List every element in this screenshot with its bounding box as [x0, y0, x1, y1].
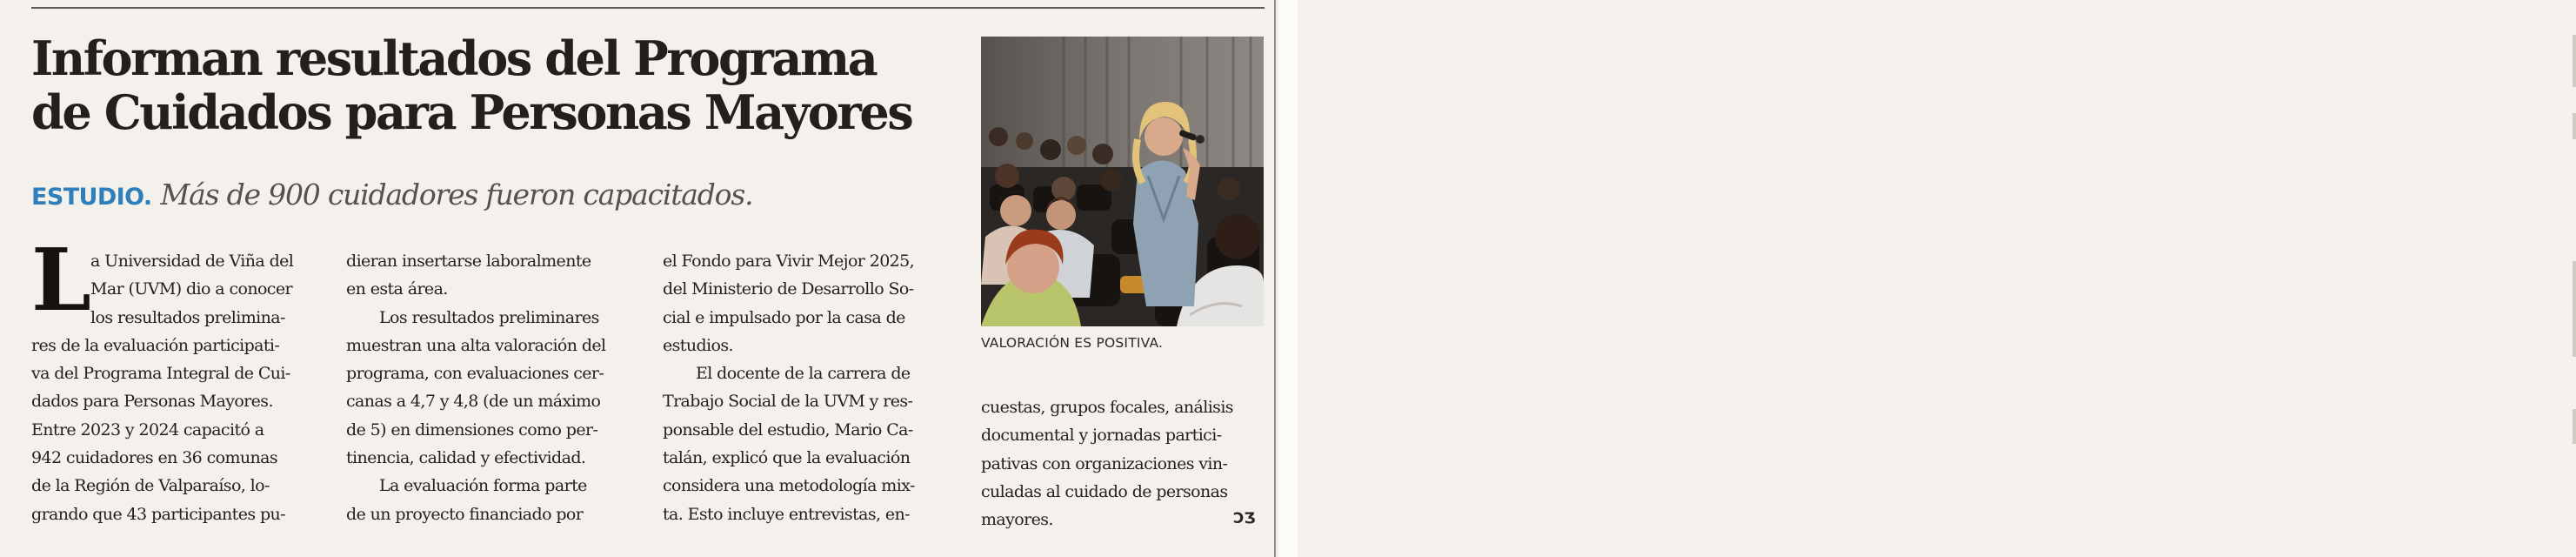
body-line: a Universidad de Viña del [90, 252, 294, 271]
body-line: considera una metodología mix- [663, 476, 915, 496]
body-line: mayores. [981, 510, 1053, 530]
body-line: 942 cuidadores en 36 comunas [31, 448, 278, 468]
body-line: dieran insertarse laboralmente [346, 252, 591, 271]
body-line: Mar (UVM) dio a conocer [90, 279, 292, 299]
drop-cap: L [31, 231, 91, 331]
article-photo [981, 37, 1264, 326]
body-line: el Fondo para Vivir Mejor 2025, [663, 252, 915, 271]
body-column-1 [31, 231, 318, 528]
subheadline [31, 178, 752, 221]
body-line: cuestas, grupos focales, análisis [981, 398, 1233, 417]
body-line: Trabajo Social de la UVM y res- [663, 392, 913, 412]
kicker-label: ESTUDIO. [31, 184, 152, 211]
body-line: cial e impulsado por la casa de [663, 307, 905, 327]
body-column-3 [663, 247, 950, 528]
body-column-2 [346, 247, 633, 528]
body-line: de la Región de Valparaíso, lo- [31, 476, 270, 496]
body-line: muestran una alta valoración del [346, 335, 606, 355]
body-line: Los resultados preliminares [379, 307, 599, 327]
end-mark-icon: ƆƷ [1233, 510, 1256, 527]
body-line: programa, con evaluaciones cer- [346, 364, 604, 384]
body-line: documental y jornadas partici- [981, 426, 1222, 446]
body-line: en esta área. [346, 279, 448, 299]
body-line: ta. Esto incluye entrevistas, en- [663, 504, 910, 524]
body-line: del Ministerio de Desarrollo So- [663, 279, 914, 299]
body-line: estudios. [663, 335, 733, 355]
body-line: va del Programa Integral de Cui- [31, 364, 290, 384]
body-line: talán, explicó que la evaluación [663, 448, 911, 468]
photo-caption: VALORACIÓN ES POSITIVA. [981, 335, 1164, 351]
body-line: ponsable del estudio, Mario Ca- [663, 419, 913, 440]
audience-photo-illustration [981, 37, 1264, 326]
body-line: grando que 43 participantes pu- [31, 504, 285, 524]
body-line: de 5) en dimensiones como per- [346, 419, 598, 440]
body-line: canas a 4,7 y 4,8 (de un máximo [346, 392, 601, 412]
headline [31, 31, 944, 139]
body-line: Entre 2023 y 2024 capacitó a [31, 419, 264, 440]
adjacent-page-edge [1278, 0, 1298, 557]
top-rule [31, 7, 1265, 9]
body-line: El docente de la carrera de [696, 364, 911, 384]
body-line: los resultados prelimina- [90, 307, 285, 327]
body-line: dados para Personas Mayores. [31, 392, 273, 412]
body-line: La evaluación forma parte [379, 476, 587, 496]
deck-text: Más de 900 cuidadores fueron capacitados. [160, 178, 753, 211]
headline-line-2: de Cuidados para Personas Mayores [31, 84, 912, 140]
body-column-4 [981, 393, 1268, 534]
body-line: res de la evaluación participati- [31, 335, 280, 355]
column-rule [1274, 0, 1276, 557]
body-line: pativas con organizaciones vin- [981, 453, 1228, 473]
body-line: tinencia, calidad y efectividad. [346, 448, 586, 468]
headline-line-1: Informan resultados del Programa [31, 30, 877, 86]
body-line: culadas al cuidado de personas [981, 481, 1228, 501]
body-line: de un proyecto financiado por [346, 504, 584, 524]
